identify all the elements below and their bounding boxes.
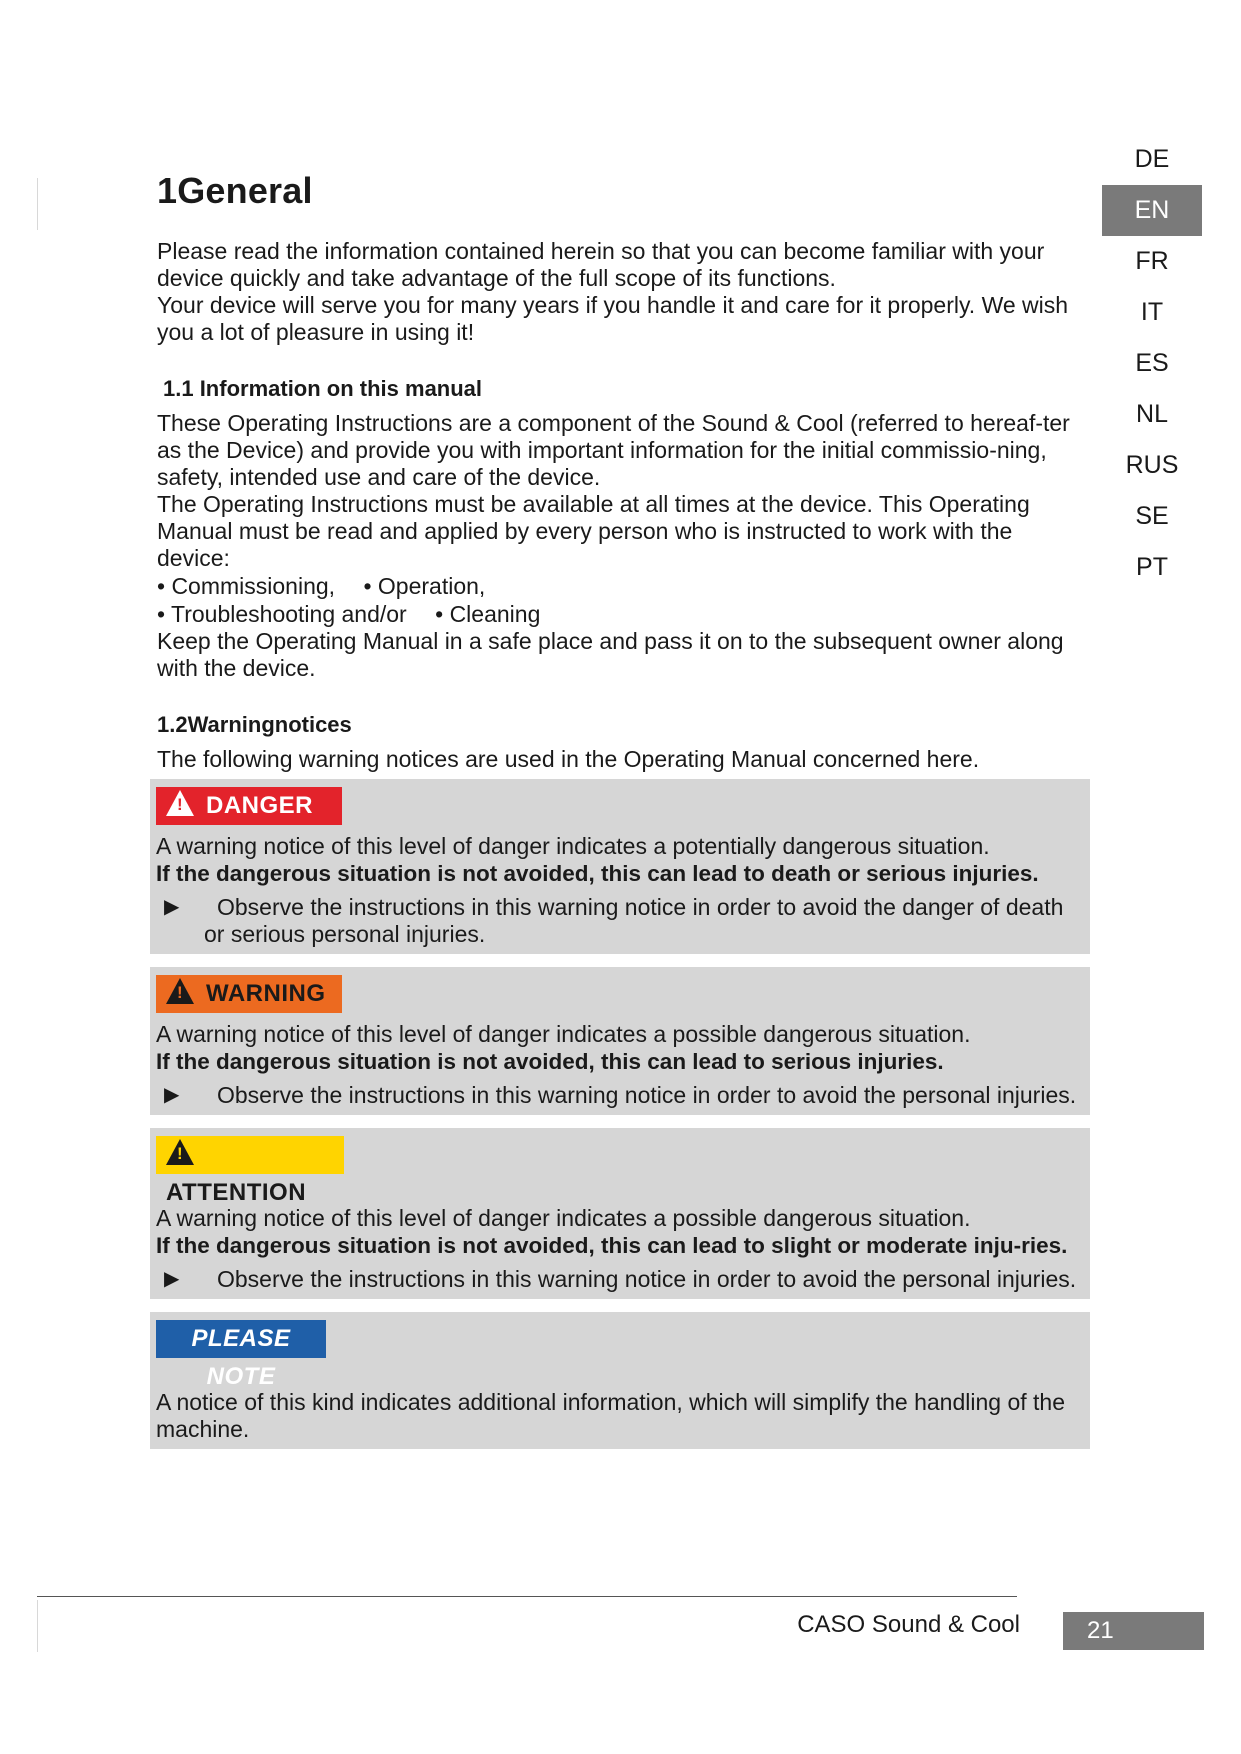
warning-triangle-icon: [166, 978, 194, 1004]
danger-notice: [150, 779, 1090, 954]
lang-tab-en[interactable]: EN: [1102, 185, 1202, 236]
attention-notice: [150, 1128, 1090, 1299]
notice-step-text: Observe the instructions in this warning notice in order to avoid the personal injuries.: [217, 1266, 1077, 1292]
warning-notice: [150, 967, 1090, 1115]
warning-triangle-icon: [166, 790, 194, 816]
lang-tab-se[interactable]: SE: [1135, 502, 1169, 530]
warning-label-text: WARNING: [206, 980, 326, 1007]
notice-consequence: If the dangerous situation is not avoided, this can lead to serious injuries.: [156, 1049, 944, 1074]
attention-label-text: ATTENTION: [166, 1179, 307, 1206]
lang-tab-es[interactable]: ES: [1135, 349, 1169, 377]
paragraph: The Operating Instructions must be available at all times at the device. This Operating Manual must be read and applied by every person who is instructed to work with the device:: [157, 491, 1030, 571]
intro-paragraph: Your device will serve you for many years if you handle it and care for it properly. We wish you a lot of pleasure in using it!: [157, 292, 1069, 345]
notice-text: A notice of this kind indicates additional information, which will simplify the handling of the machine.: [156, 1389, 1065, 1442]
notice-consequence: If the dangerous situation is not avoided, this can lead to slight or moderate inju-ries.: [156, 1233, 1068, 1258]
danger-label-text: DANGER: [206, 792, 314, 819]
play-arrow-icon: ▶: [164, 896, 180, 918]
attention-label: [156, 1136, 344, 1206]
bullet-item: • Cleaning: [435, 601, 541, 627]
notice-text: A warning notice of this level of danger indicates a possible dangerous situation.: [156, 1205, 971, 1231]
lang-tab-pt[interactable]: PT: [1136, 553, 1168, 581]
lang-tab-fr[interactable]: FR: [1135, 247, 1169, 275]
intro-paragraph: Please read the information contained herein so that you can become familiar with your device quickly and take advantage of the full scope of its functions.: [157, 238, 1045, 291]
paragraph: These Operating Instructions are a component of the Sound & Cool (referred to hereaf-ter as the Device) and provide you with important information for the initial commissio-ning, safety, intended use and care of the device.: [157, 410, 1070, 490]
lang-tab-it[interactable]: IT: [1140, 298, 1164, 326]
lang-tab-nl[interactable]: NL: [1136, 400, 1168, 428]
warning-triangle-icon: [166, 1139, 194, 1165]
intro-text: [157, 238, 1082, 346]
bullet-item: • Troubleshooting and/or: [157, 601, 407, 627]
bullet-list: [157, 572, 1082, 628]
lang-tab-rus[interactable]: RUS: [1125, 451, 1179, 479]
notice-text: A warning notice of this level of danger indicates a potentially dangerous situation.: [156, 833, 990, 859]
play-arrow-icon: ▶: [164, 1084, 180, 1106]
please-note-label: PLEASE NOTE: [156, 1320, 326, 1358]
danger-label: [156, 787, 342, 825]
footer-product-name: CASO Sound & Cool: [797, 1611, 1020, 1638]
warning-label: [156, 975, 342, 1013]
bullet-row: [157, 572, 1082, 600]
page-title: 1General: [157, 170, 313, 211]
margin-line-top: [37, 178, 38, 230]
bullet-row: [157, 600, 1082, 628]
notice-step: [156, 1082, 1084, 1109]
page-content: [157, 170, 1082, 1449]
please-note-notice: [150, 1312, 1090, 1449]
section-heading-warning-notices: 1.2Warningnotices: [157, 712, 352, 737]
paragraph: The following warning notices are used in the Operating Manual concerned here.: [157, 746, 980, 772]
notice-step-text: Observe the instructions in this warning notice in order to avoid the personal injuries.: [217, 1082, 1077, 1108]
notice-step: [156, 1266, 1084, 1293]
paragraph: Keep the Operating Manual in a safe place and pass it on to the subsequent owner along with the device.: [157, 628, 1064, 681]
page-number: 21: [1063, 1612, 1204, 1650]
language-nav: [1102, 134, 1202, 593]
lang-tab-de[interactable]: DE: [1134, 145, 1170, 173]
section-heading-manual-info: 1.1 Information on this manual: [163, 376, 483, 401]
notice-step: [156, 894, 1084, 948]
bullet-item: • Operation,: [363, 573, 486, 599]
play-arrow-icon: ▶: [164, 1268, 180, 1290]
bullet-item: • Commissioning,: [157, 573, 336, 599]
notice-step-text: Observe the instructions in this warning notice in order to avoid the danger of death or serious personal injuries.: [204, 894, 1064, 947]
footer-divider: [37, 1596, 1017, 1597]
notice-consequence: If the dangerous situation is not avoided, this can lead to death or serious injuries.: [156, 861, 1039, 886]
margin-line-bottom: [37, 1600, 38, 1652]
notice-text: A warning notice of this level of danger indicates a possible dangerous situation.: [156, 1021, 971, 1047]
